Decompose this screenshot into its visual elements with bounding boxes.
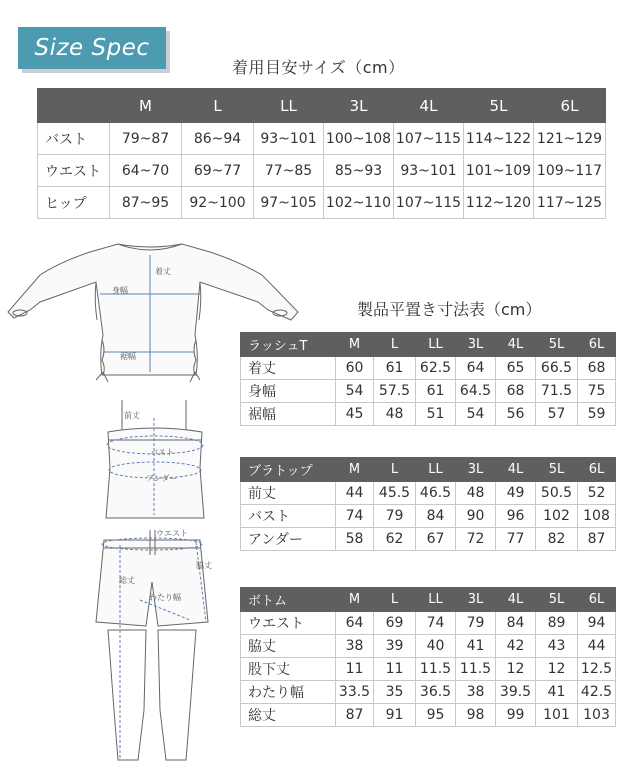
table-cell: 52 [578, 482, 616, 505]
table-cell: 87 [578, 528, 616, 551]
header-cell: 4L [394, 89, 464, 123]
table-cell: 12 [496, 658, 536, 681]
table-cell: 69~77 [182, 155, 254, 187]
table-cell: 54 [336, 380, 374, 403]
table-cell: 79 [456, 612, 496, 635]
table-cell: 51 [416, 403, 456, 426]
table-cell: 38 [336, 635, 374, 658]
header-cell: ラッシュT [241, 333, 336, 357]
shirt-length-label: 着丈 [155, 267, 171, 276]
shirt-width-label: 身幅 [112, 286, 128, 295]
table-cell: 59 [578, 403, 616, 426]
table-cell: 84 [496, 612, 536, 635]
table-cell: 64~70 [110, 155, 182, 187]
table-cell: 57 [536, 403, 578, 426]
table-cell: 57.5 [374, 380, 416, 403]
bottom-waist-label: ウエスト [156, 529, 188, 538]
row-label: バスト [241, 505, 336, 528]
row-label: ウエスト [241, 612, 336, 635]
table-cell: 45 [336, 403, 374, 426]
table-cell: 33.5 [336, 681, 374, 704]
table-cell: 44 [578, 635, 616, 658]
table-cell: 39.5 [496, 681, 536, 704]
row-label: わたり幅 [241, 681, 336, 704]
table-cell: 12 [536, 658, 578, 681]
table-cell: 77~85 [254, 155, 324, 187]
rash-guard-illustration [8, 244, 298, 382]
table-cell: 36.5 [416, 681, 456, 704]
product-measurement-title: 製品平置き寸法表（cm） [357, 300, 542, 319]
bra-bust-label: バスト [150, 448, 174, 457]
bottom-total-label: 総丈 [119, 576, 135, 585]
header-cell: LL [416, 588, 456, 612]
table-cell: 102~110 [324, 187, 394, 219]
header-cell: 6L [534, 89, 606, 123]
table-cell: 64 [456, 357, 496, 380]
table-cell: 84 [416, 505, 456, 528]
table-cell: 79~87 [110, 123, 182, 155]
table-cell: 64.5 [456, 380, 496, 403]
bottom-illustration [96, 530, 208, 760]
header-cell: L [374, 588, 416, 612]
header-cell: 4L [496, 333, 536, 357]
table-cell: 107~115 [394, 123, 464, 155]
table-cell: 117~125 [534, 187, 606, 219]
table-cell: 109~117 [534, 155, 606, 187]
table-cell: 48 [374, 403, 416, 426]
table-cell: 114~122 [464, 123, 534, 155]
table-cell: 108 [578, 505, 616, 528]
table-cell: 64 [336, 612, 374, 635]
header-cell: M [110, 89, 182, 123]
table-cell: 66.5 [536, 357, 578, 380]
row-label: 身幅 [241, 380, 336, 403]
table-cell: 103 [578, 704, 616, 727]
bottom-thigh-label: わたり幅 [149, 593, 181, 602]
row-label: 股下丈 [241, 658, 336, 681]
table-cell: 96 [496, 505, 536, 528]
table-cell: 43 [536, 635, 578, 658]
header-cell: 5L [464, 89, 534, 123]
table-cell: 95 [416, 704, 456, 727]
table-cell: 93~101 [394, 155, 464, 187]
row-label: ヒップ [38, 187, 110, 219]
table-cell: 68 [496, 380, 536, 403]
row-label: 前丈 [241, 482, 336, 505]
size-guide-title: 着用目安サイズ（cm） [232, 58, 405, 77]
header-cell: L [182, 89, 254, 123]
table-cell: 69 [374, 612, 416, 635]
header-cell: L [374, 458, 416, 482]
table-cell: 42.5 [578, 681, 616, 704]
row-label: 総丈 [241, 704, 336, 727]
table-cell: 67 [416, 528, 456, 551]
table-cell: 85~93 [324, 155, 394, 187]
row-label: 裾幅 [241, 403, 336, 426]
table-cell: 87~95 [110, 187, 182, 219]
table-cell: 12.5 [578, 658, 616, 681]
table-cell: 50.5 [536, 482, 578, 505]
table-cell: 72 [456, 528, 496, 551]
table-cell: 61 [374, 357, 416, 380]
table-cell: 42 [496, 635, 536, 658]
table-cell: 112~120 [464, 187, 534, 219]
table-cell: 99 [496, 704, 536, 727]
table-cell: 58 [336, 528, 374, 551]
header-cell: 5L [536, 458, 578, 482]
table-cell: 68 [578, 357, 616, 380]
header-cell: 5L [536, 588, 578, 612]
row-label: バスト [38, 123, 110, 155]
table-cell: 11 [374, 658, 416, 681]
table-cell: 98 [456, 704, 496, 727]
header-cell: 3L [456, 333, 496, 357]
table-cell: 65 [496, 357, 536, 380]
table-cell: 54 [456, 403, 496, 426]
row-label: 脇丈 [241, 635, 336, 658]
header-cell: M [336, 333, 374, 357]
table-cell: 56 [496, 403, 536, 426]
table-cell: 11.5 [416, 658, 456, 681]
table-cell: 11.5 [456, 658, 496, 681]
header-cell: 4L [496, 588, 536, 612]
table-cell: 39 [374, 635, 416, 658]
bottom-side-label: 脇丈 [196, 561, 212, 570]
header-cell: LL [254, 89, 324, 123]
table-cell: 100~108 [324, 123, 394, 155]
header-cell: LL [416, 333, 456, 357]
table-cell: 77 [496, 528, 536, 551]
table-cell: 74 [416, 612, 456, 635]
table-cell: 62.5 [416, 357, 456, 380]
header-cell: 6L [578, 458, 616, 482]
table-cell: 74 [336, 505, 374, 528]
header-cell: 6L [578, 333, 616, 357]
table-cell: 46.5 [416, 482, 456, 505]
bra-top-illustration [106, 400, 204, 518]
table-cell: 89 [536, 612, 578, 635]
header-cell: 5L [536, 333, 578, 357]
table-cell: 86~94 [182, 123, 254, 155]
table-cell: 71.5 [536, 380, 578, 403]
table-cell: 44 [336, 482, 374, 505]
badge-label: Size Spec [18, 27, 166, 69]
header-cell: L [374, 333, 416, 357]
table-cell: 60 [336, 357, 374, 380]
row-label: 着丈 [241, 357, 336, 380]
header-cell: 6L [578, 588, 616, 612]
table-cell: 92~100 [182, 187, 254, 219]
table-cell: 94 [578, 612, 616, 635]
header-cell: LL [416, 458, 456, 482]
table-cell: 75 [578, 380, 616, 403]
table-cell: 62 [374, 528, 416, 551]
header-cell: ブラトップ [241, 458, 336, 482]
table-cell: 49 [496, 482, 536, 505]
table-cell: 101~109 [464, 155, 534, 187]
header-cell: 4L [496, 458, 536, 482]
table-cell: 91 [374, 704, 416, 727]
table-cell: 107~115 [394, 187, 464, 219]
table-cell: 93~101 [254, 123, 324, 155]
table-cell: 11 [336, 658, 374, 681]
header-cell: 3L [456, 588, 496, 612]
header-cell: M [336, 588, 374, 612]
table-cell: 87 [336, 704, 374, 727]
table-cell: 61 [416, 380, 456, 403]
bra-front-label: 前丈 [124, 411, 140, 420]
table-cell: 41 [456, 635, 496, 658]
row-label: アンダー [241, 528, 336, 551]
table-cell: 90 [456, 505, 496, 528]
table-cell: 79 [374, 505, 416, 528]
header-cell: ボトム [241, 588, 336, 612]
table-cell: 102 [536, 505, 578, 528]
table-cell: 97~105 [254, 187, 324, 219]
header-cell: 3L [324, 89, 394, 123]
table-cell: 121~129 [534, 123, 606, 155]
table-cell: 35 [374, 681, 416, 704]
shirt-hem-label: 裾幅 [120, 352, 136, 361]
table-cell: 40 [416, 635, 456, 658]
table-cell: 82 [536, 528, 578, 551]
row-label: ウエスト [38, 155, 110, 187]
table-cell: 101 [536, 704, 578, 727]
table-cell: 48 [456, 482, 496, 505]
table-cell: 45.5 [374, 482, 416, 505]
table-cell: 41 [536, 681, 578, 704]
header-cell: M [336, 458, 374, 482]
table-cell: 38 [456, 681, 496, 704]
header-cell: 3L [456, 458, 496, 482]
bra-under-label: アンダー [146, 474, 178, 483]
